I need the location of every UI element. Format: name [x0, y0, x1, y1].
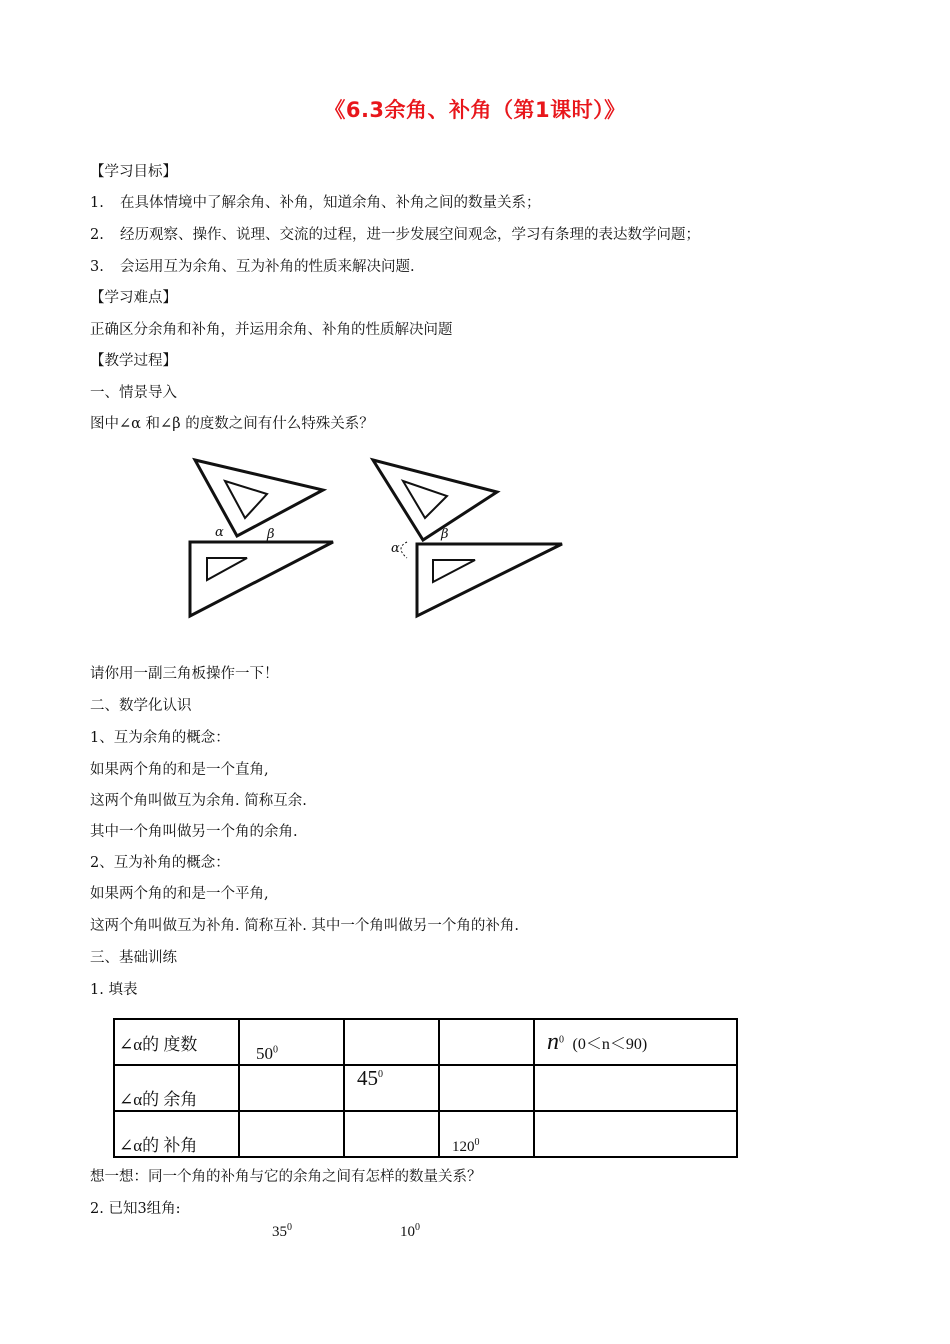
objectives-header: 【学习目标】: [90, 164, 177, 180]
angle-value: $35^0$: [272, 1222, 292, 1240]
table-cell: [439, 1019, 534, 1065]
exercise-title: 2. 已知3组角:: [90, 1201, 181, 1217]
objective-number: 2.: [90, 227, 104, 243]
exercise-title: 1. 填表: [90, 982, 138, 998]
difficulty-header: 【学习难点】: [90, 290, 177, 306]
difficulty-text: 正确区分余角和补角，并运用余角、补角的性质解决问题: [90, 322, 453, 338]
table-cell: [534, 1065, 737, 1111]
table-cell: [344, 1019, 439, 1065]
concept-line: 其中一个角叫做另一个角的余角.: [90, 824, 298, 840]
angle-value: $10^0$: [400, 1222, 420, 1240]
table-cell: [534, 1111, 737, 1157]
row-header: ∠α的 补角: [114, 1111, 239, 1157]
right-figure: [373, 460, 562, 616]
concept-title: 1、互为余角的概念：: [90, 730, 230, 746]
process-header: 【教学过程】: [90, 353, 177, 369]
instruction-text: 请你用一副三角板操作一下！: [90, 666, 279, 682]
objective-item: [90, 257, 415, 277]
table-cell: [344, 1111, 439, 1157]
set-square-figure: [185, 448, 565, 628]
concept-line: 这两个角叫做互为补角. 简称互补. 其中一个角叫做另一个角的补角.: [90, 918, 520, 934]
concept-title: 2、互为补角的概念：: [90, 855, 230, 871]
objective-number: 3.: [90, 259, 104, 275]
bottom-set-square: [190, 542, 333, 616]
table-cell: $n^0$ (0＜n＜90): [534, 1019, 737, 1065]
objective-text: 在具体情境中了解余角、补角，知道余角、补角之间的数量关系；: [120, 195, 541, 211]
think-question: 想一想：同一个角的补角与它的余角之间有怎样的数量关系？: [90, 1169, 482, 1185]
concept-line: 这两个角叫做互为余角. 简称互余.: [90, 793, 307, 809]
angle-table: [113, 1018, 738, 1158]
table-row: [114, 1065, 737, 1111]
row-header: ∠α的 余角: [114, 1065, 239, 1111]
table-row: [114, 1111, 737, 1157]
alpha-label: α: [215, 525, 224, 540]
question-text: 图中∠α 和∠β 的度数之间有什么特殊关系？: [90, 416, 374, 432]
alpha-label: α: [391, 541, 400, 556]
objective-number: 1.: [90, 195, 104, 211]
table-row: [114, 1019, 737, 1065]
left-figure: [190, 460, 333, 616]
section-heading: 三、基础训练: [90, 950, 177, 966]
table-cell: [239, 1111, 344, 1157]
objective-item: [90, 193, 541, 213]
concept-line: 如果两个角的和是一个直角,: [90, 762, 269, 778]
table-cell: $45^0$: [344, 1065, 439, 1111]
beta-label: β: [267, 527, 275, 542]
table-cell: [439, 1065, 534, 1111]
section-heading: 一、情景导入: [90, 385, 177, 401]
objective-item: [90, 225, 700, 245]
page-title: 《6.3余角、补角（第1课时）》: [324, 98, 626, 122]
beta-label: β: [441, 527, 449, 542]
table-cell: $120^0$: [439, 1111, 534, 1157]
objective-text: 会运用互为余角、互为补角的性质来解决问题.: [120, 259, 415, 275]
objective-text: 经历观察、操作、说理、交流的过程，进一步发展空间观念，学习有条理的表达数学问题；: [120, 227, 700, 243]
table-cell: $50^0$: [239, 1019, 344, 1065]
concept-line: 如果两个角的和是一个平角,: [90, 886, 269, 902]
row-header: ∠α的 度数: [114, 1019, 239, 1065]
table-cell: [239, 1065, 344, 1111]
section-heading: 二、数学化认识: [90, 698, 192, 714]
